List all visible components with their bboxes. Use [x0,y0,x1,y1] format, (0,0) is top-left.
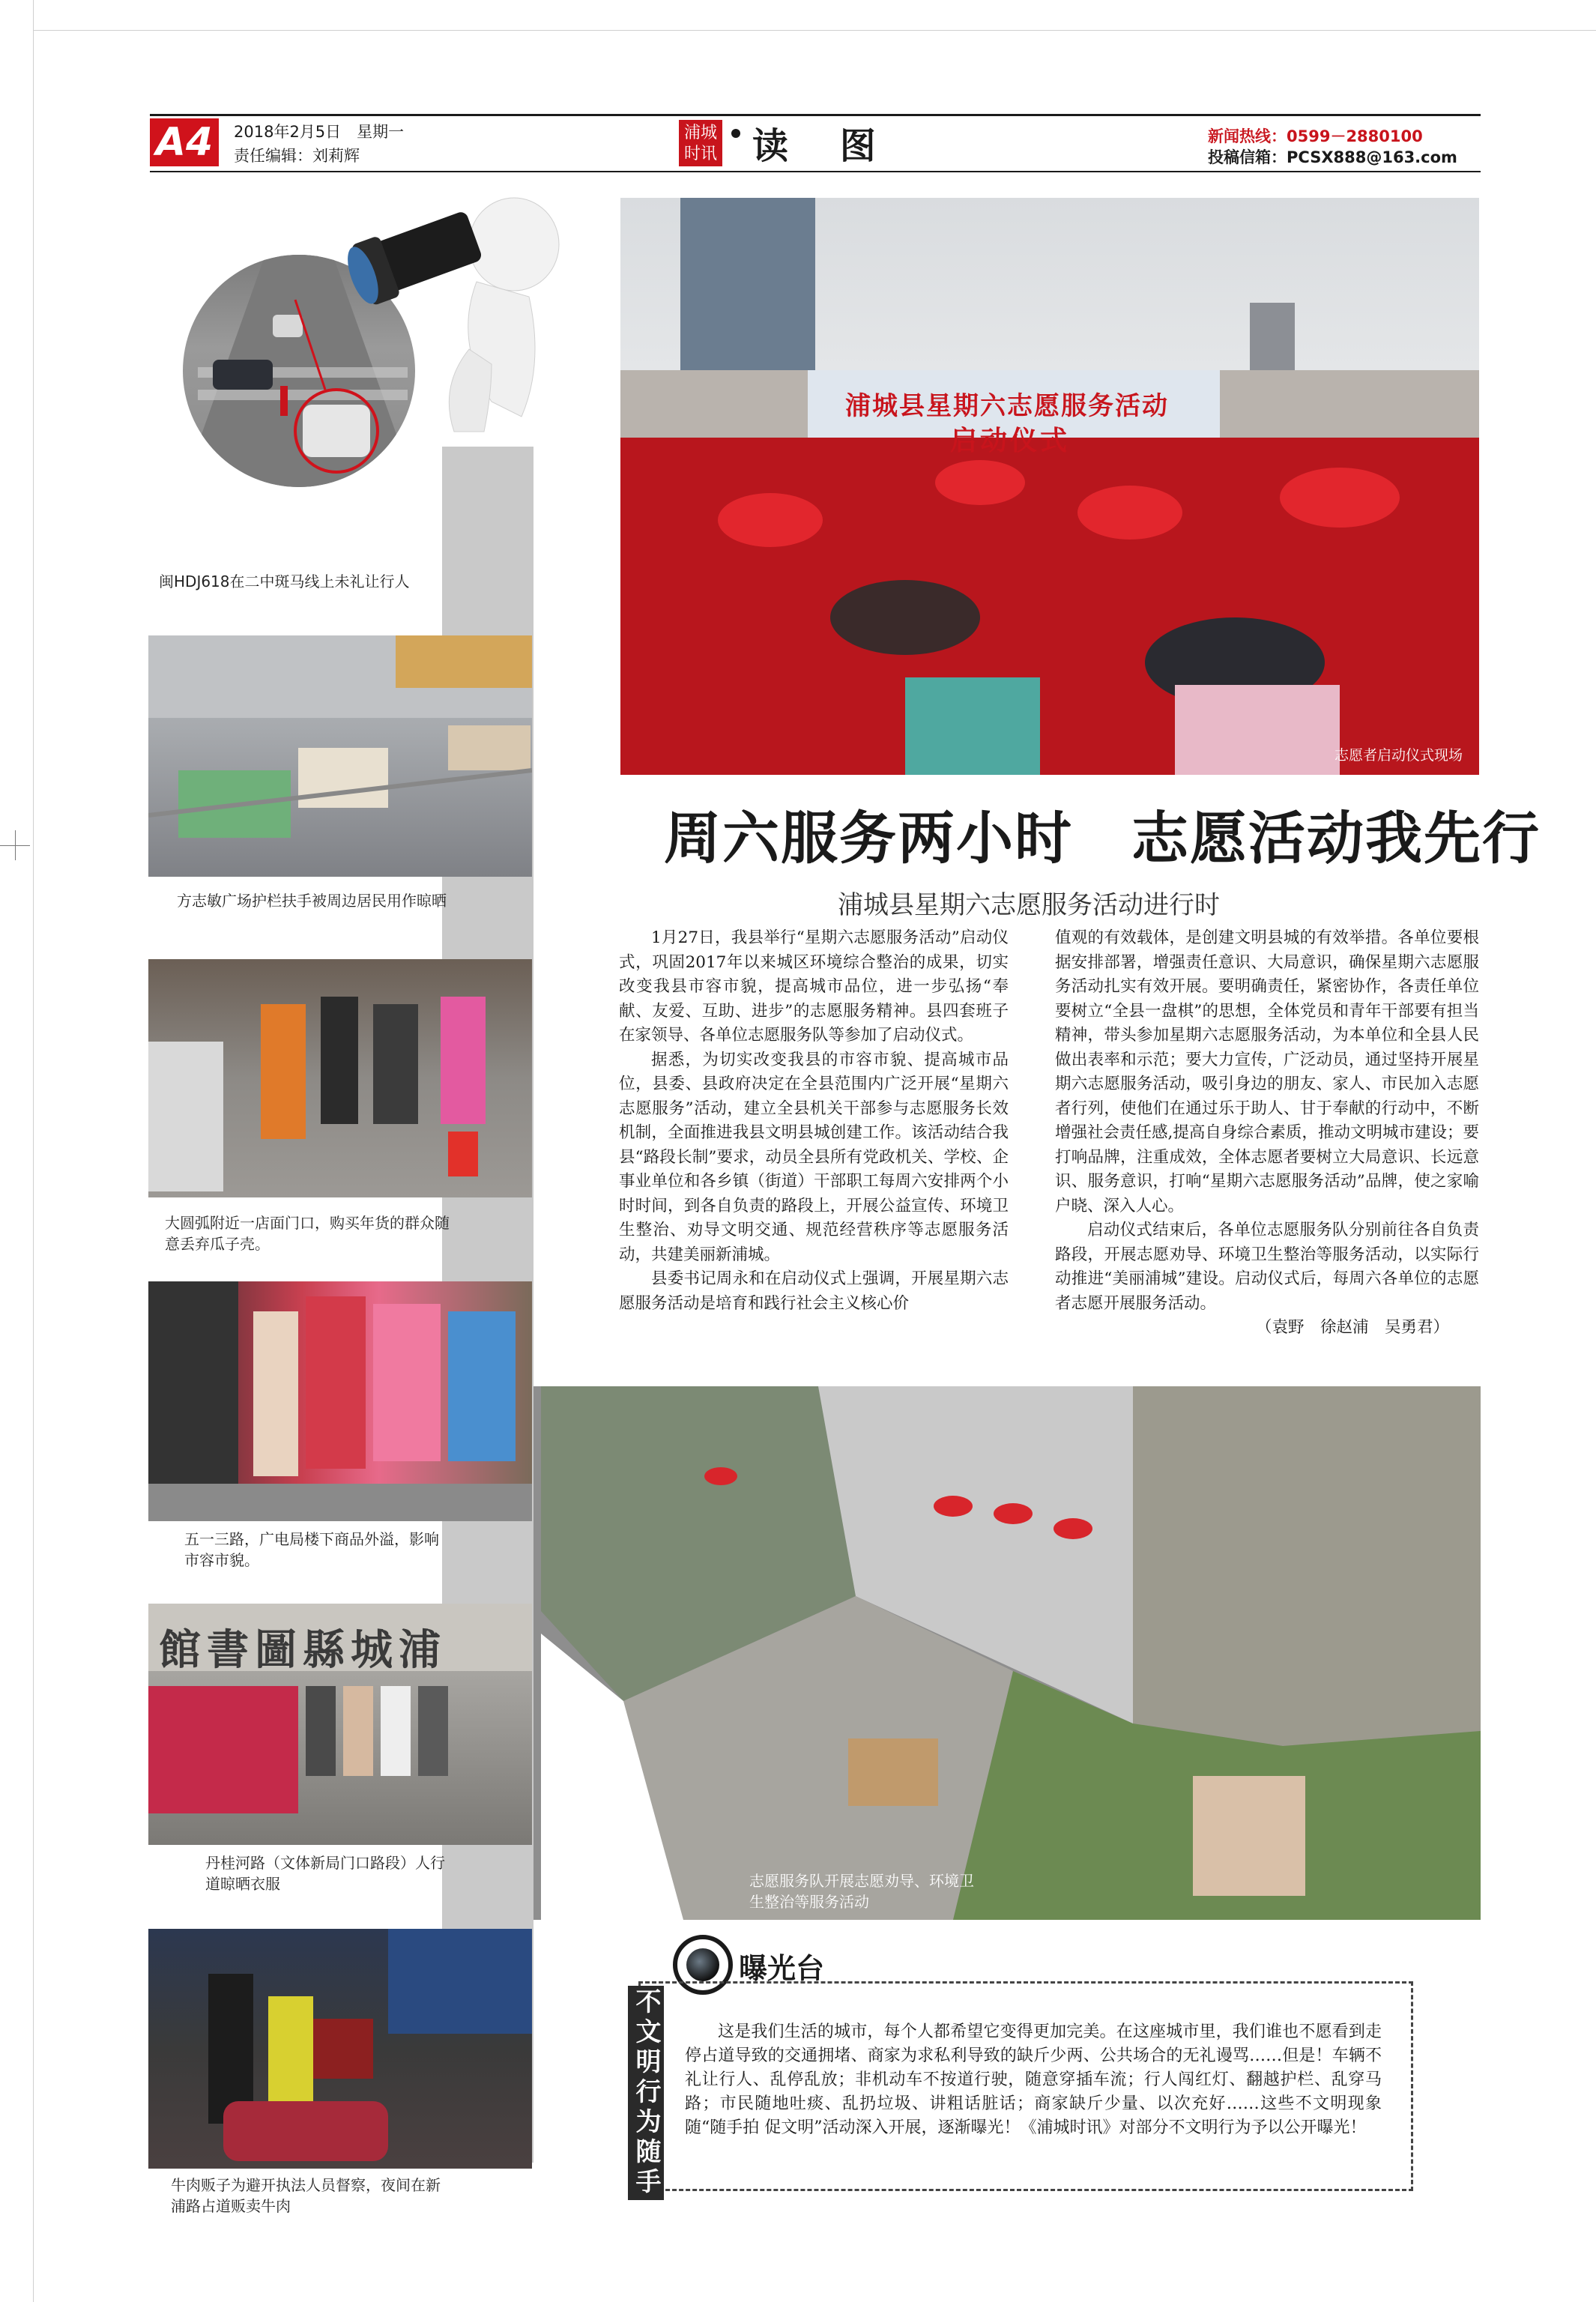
plaza-railing-scene [148,635,532,877]
camera-figure-illustration [342,177,581,447]
exposure-paragraph: 这是我们生活的城市，每个人都希望它变得更加完美。在这座城市里，我们谁也不愿看到走停占道导致的交通拥堵、商家为求私利导致的缺斤少两、公共场合的无礼谩骂……但是！车辆不礼让行人、乱停乱放；非机动车不按道行驶，随意穿插车流；行人闯红灯、翻越护栏、乱穿马路；市民随地吐痰、乱扔垃圾、讲粗话脏话；商家缺斤少量、以次充好……这些不文明现象随“随手拍 促文明”活动深入开展，逐渐曝光！《浦城时讯》对部分不文明行为予以公开曝光！ [685,2022,1382,2137]
page-top-border [33,30,1596,31]
article-paragraph: 据悉，为切实改变我县的市容市貌、提高城市品位，县委、县政府决定在全县范围内广泛开展“星期六志愿服务”活动，建立全县机关干部参与志愿服务长效机制，全面推进我县文明县城创建工作。该活动结合我县“路段长制”要求，动员全县所有党政机关、学校、企事业单位和各乡镇（街道）干部职工每周六安排两个小时时间，到各自负责的路段上，开展公益宣传、环境卫生整治、劝导文明交通、规范经营秩序等志愿服务活动，共建美丽新浦城。 [619,1050,1009,1264]
photo-caption-6: 牛肉贩子为避开执法人员督察，夜间在新浦路占道贩卖牛肉 [171,2176,441,2215]
photo-caption-4: 五一三路，广电局楼下商品外溢，影响市容市貌。 [184,1530,439,1569]
photo-caption-5: 丹桂河路（文体新局门口路段）人行道晾晒衣服 [205,1854,445,1893]
library-sign: 館書圖縣城浦 [159,1625,447,1675]
section-title: 读 图 [752,125,895,167]
street-merchandise-scene [148,1281,532,1521]
news-hotline: 新闻热线：0599－2880100 [1208,127,1423,145]
banner-line-2: 启动仪式 [950,426,1071,456]
launch-ceremony-scene [620,198,1479,775]
lens-glass-icon [686,1948,719,1981]
header-rule-bottom [150,171,1481,172]
exposure-title: 曝光台 [739,1952,825,1985]
article-paragraph: 值观的有效载体，是创建文明县城的有效举措。各单位要根据安排部署，增强责任意识、大局意识，确保星期六志愿服务活动扎实有效开展。要明确责任，紧密协作，各责任单位要树立“全县一盘棋”的思想，全体党员和青年干部要有担当精神，带头参加星期六志愿服务活动，为本单位和全县人民做出表率和示范；要大力宣传，广泛动员，通过坚持开展星期六志愿服务活动，吸引身边的朋友、家人、市民加入志愿者行列，使他们在通过乐于助人、甘于奉献的行动中，不断增强社会责任感,提高自身综合素质，推动文明城市建设；要打响品牌，注重成效，全体志愿者要树立大局意识、长远意识、服务意识，打响“星期六志愿服务活动”品牌，使之家喻户晓、深入人心。 [1055,928,1479,1215]
page-number-tag: A4 [150,118,219,166]
photo-caption-3: 大圆弧附近一店面门口，购买年货的群众随意丢弃瓜子壳。 [165,1214,450,1253]
shopfront-crowd-scene [148,959,532,1197]
photo-caption-1: 闽HDJ618在二中斑马线上未礼让行人 [159,573,410,590]
street-merchandise-photo [148,1281,532,1521]
volunteer-collage [533,1386,1481,1920]
main-photo-caption: 志愿者启动仪式现场 [1334,747,1463,764]
article-subheadline: 浦城县星期六志愿服务活动进行时 [838,890,1220,920]
page-left-border [33,0,34,2302]
header-rule [150,114,1481,116]
night-beef-vendor-scene [148,1929,532,2169]
volunteer-collage-scene [533,1386,1481,1920]
article-paragraph: 县委书记周永和在启动仪式上强调，开展星期六志愿服务活动是培育和践行社会主义核心价 [619,1269,1009,1313]
plaza-railing-photo [148,635,532,877]
article-column-1 [619,926,1009,1316]
submission-email: 投稿信箱：PCSX888@163.com [1208,148,1457,166]
launch-ceremony-photo [620,198,1479,775]
collage-caption: 志愿服务队开展志愿劝导、环境卫生整治等服务活动 [749,1872,974,1911]
banner-line-1: 浦城县星期六志愿服务活动 [845,391,1169,421]
article-column-2 [1055,926,1479,1341]
exposure-text [685,2020,1382,2140]
registration-mark-vertical [15,830,16,860]
exposure-side-label: 不文明行为随手拍 [628,1986,664,2200]
article-paragraph: 1月27日，我县举行“星期六志愿服务活动”启动仪式，巩固2017年以来城区环境综合整治的成果，切实改变我县市容市貌，提高城市品位，进一步弘扬“奉献、友爱、互助、进步”的志愿服务精神。县四套班子在家领导、各单位志愿服务队等参加了启动仪式。 [619,928,1009,1045]
newspaper-logo: 浦城时讯 [679,120,722,166]
article-headline: 周六服务两小时 志愿活动我先行 [664,805,1541,871]
article-byline: （袁野 徐赵浦 吴勇君） [1255,1318,1449,1337]
sidewalk-laundry-photo [148,1604,532,1845]
shopfront-crowd-photo [148,959,532,1197]
editor-credit: 责任编辑：刘莉辉 [234,147,360,165]
bullet-dot [731,129,740,138]
photo-caption-2: 方志敏广场护栏扶手被周边居民用作晾晒 [177,892,447,910]
article-paragraph: 启动仪式结束后，各单位志愿服务队分别前往各自负责路段，开展志愿劝导、环境卫生整治等服务活动，以实际行动推进“美丽浦城”建设。启动仪式后，每周六各单位的志愿者志愿开展服务活动。 [1055,1221,1479,1313]
night-beef-vendor-photo [148,1929,532,2169]
issue-date: 2018年2月5日 星期一 [234,123,405,141]
